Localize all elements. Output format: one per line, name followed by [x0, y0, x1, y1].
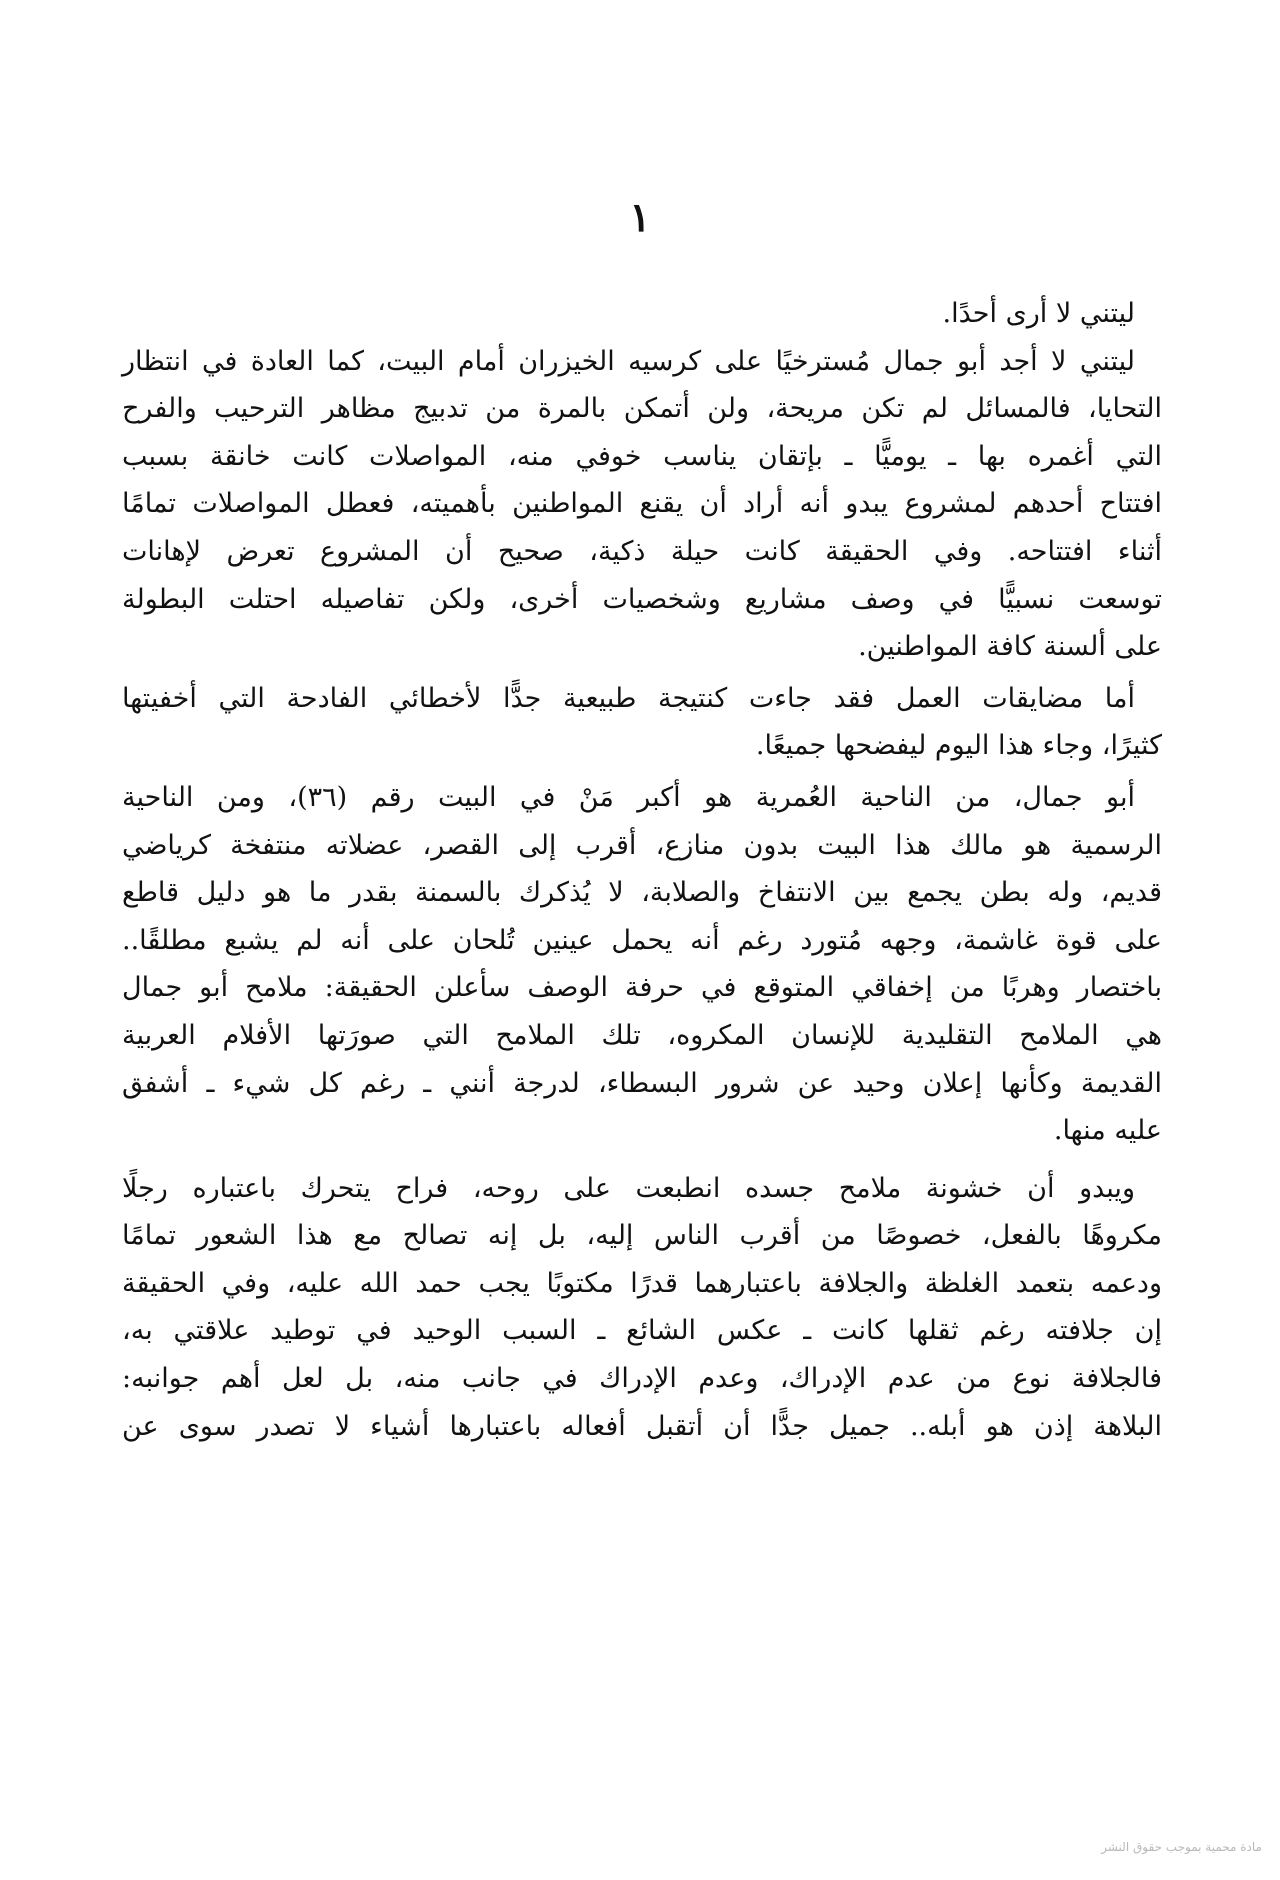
text-line: أبو جمال، من الناحية العُمرية هو أكبر مَنْ في البيت رقم (٣٦)، ومن الناحية [122, 781, 1135, 813]
paragraph [122, 338, 1162, 671]
text-line: ليتني لا أجد أبو جمال مُسترخيًا على كرسيه الخيزران أمام البيت، كما العادة في انتظار [122, 345, 1135, 377]
text-line: توسعت نسبيًّا في وصف مشاريع وشخصيات أخرى، ولكن تفاصيله احتلت البطولة [122, 583, 1162, 615]
paragraph [122, 774, 1162, 1155]
copyright-watermark: مادة محمية بموجب حقوق النشر [1101, 1840, 1262, 1854]
paragraph-gap [122, 1155, 1162, 1165]
paragraph [122, 1165, 1162, 1451]
paragraph [122, 290, 1162, 338]
text-line: الرسمية هو مالك هذا البيت بدون منازع، أقرب إلى القصر، عضلاته منتفخة كرياضي [122, 829, 1162, 861]
paragraph [122, 675, 1162, 770]
text-line: التحايا، فالمسائل لم تكن مريحة، ولن أتمكن بالمرة من تدبيج مظاهر الترحيب والفرح [122, 393, 1162, 425]
page-body [122, 290, 1162, 1450]
text-line: باختصار وهربًا من إخفاقي المتوقع في حرفة الوصف سأعلن الحقيقة: ملامح أبو جمال [122, 972, 1162, 1004]
text-line: البلاهة إذن هو أبله.. جميل جدًّا أن أتقبل أفعاله باعتبارها أشياء لا تصدر سوى عن [122, 1410, 1162, 1442]
text-line: مكروهًا بالفعل، خصوصًا من أقرب الناس إليه، بل إنه تصالح مع هذا الشعور تمامًا [122, 1220, 1162, 1252]
text-line: افتتاح أحدهم لمشروع يبدو أنه أراد أن يقنع المواطنين بأهميته، فعطل المواصلات تمامًا [122, 488, 1162, 520]
text-line: ودعمه بتعمد الغلظة والجلافة باعتبارهما قدرًا مكتوبًا يجب حمد الله عليه، وفي الحقيقة [122, 1267, 1162, 1299]
text-line: أثناء افتتاحه. وفي الحقيقة كانت حيلة ذكية، صحيح أن المشروع تعرض لإهانات [122, 535, 1162, 567]
text-line: القديمة وكأنها إعلان وحيد عن شرور البسطاء، لدرجة أنني ـ رغم كل شيء ـ أشفق [122, 1067, 1162, 1099]
text-line: ويبدو أن خشونة ملامح جسده انطبعت على روحه، فراح يتحرك باعتباره رجلًا [122, 1172, 1135, 1204]
text-line: كثيرًا، وجاء هذا اليوم ليفضحها جميعًا. [755, 730, 1162, 762]
text-line: على ألسنة كافة المواطنين. [858, 631, 1162, 663]
chapter-number: ١ [629, 194, 651, 241]
text-line: التي أغمره بها ـ يوميًّا ـ بإتقان يناسب خوفي منه، المواصلات كانت خانقة بسبب [122, 440, 1162, 472]
text-line: قديم، وله بطن يجمع بين الانتفاخ والصلابة، لا يُذكرك بالسمنة بقدر ما هو دليل قاطع [122, 877, 1162, 909]
text-line: هي الملامح التقليدية للإنسان المكروه، تلك الملامح التي صورَتها الأفلام العربية [122, 1019, 1162, 1051]
text-line: ليتني لا أرى أحدًا. [942, 298, 1135, 329]
text-line: أما مضايقات العمل فقد جاءت كنتيجة طبيعية جدًّا لأخطائي الفادحة التي أخفيتها [122, 682, 1135, 714]
text-line: على قوة غاشمة، وجهه مُتورد رغم أنه يحمل عينين تُلحان على أنه لم يشبع مطلقًا.. [122, 924, 1162, 956]
text-line: فالجلافة نوع من عدم الإدراك، وعدم الإدراك في جانب منه، بل لعل أهم جوانبه: [122, 1363, 1162, 1395]
text-line: إن جلافته رغم ثقلها كانت ـ عكس الشائع ـ السبب الوحيد في توطيد علاقتي به، [122, 1315, 1162, 1347]
text-line: عليه منها. [1053, 1115, 1162, 1147]
